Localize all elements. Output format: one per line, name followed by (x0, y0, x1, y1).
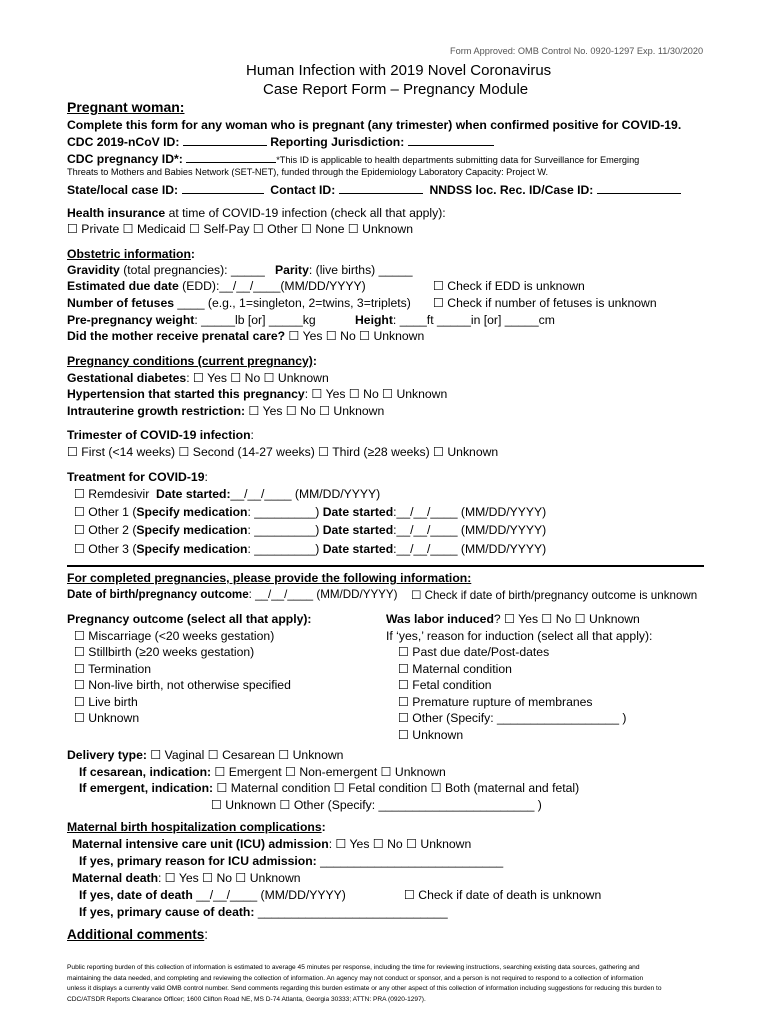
form-subtitle: Case Report Form – Pregnancy Module (263, 81, 529, 98)
completed-heading: For completed pregnancies, please provide the following information: (67, 571, 472, 585)
induction-prom[interactable]: ☐ Premature rupture of membranes (398, 695, 593, 709)
trimester-heading: Trimester of COVID-19 infection: (67, 428, 254, 442)
insurance-question: Health insurance at time of COVID-19 infection (check all that apply): (67, 206, 446, 220)
parity-row[interactable]: Parity: (live births) _____ (275, 263, 413, 277)
emergent-indication-row[interactable]: If emergent, indication: ☐ Maternal condition ☐ Fetal condition ☐ Both (maternal and fetal) (79, 781, 580, 795)
case-id-row: State/local case ID: Contact ID: NNDSS loc. Rec. ID/Case ID: (67, 182, 681, 197)
delivery-type-row[interactable]: Delivery type: ☐ Vaginal ☐ Cesarean ☐ Unknown (67, 748, 344, 762)
fetuses-unknown-checkbox[interactable]: ☐ Check if number of fetuses is unknown (433, 296, 657, 310)
outcome-non-live-birth[interactable]: ☐ Non-live birth, not otherwise specified (74, 678, 291, 692)
dob-unknown-checkbox[interactable]: ☐ Check if date of birth/pregnancy outcome is unknown (411, 589, 698, 602)
section-heading-pregnant-woman: Pregnant woman: (67, 99, 185, 115)
induction-past-due[interactable]: ☐ Past due date/Post-dates (398, 645, 550, 659)
conditions-heading: Pregnancy conditions (current pregnancy): (67, 354, 317, 368)
other-medication-3-row[interactable]: ☐ Other 3 (Specify medication: _________) Date started:__/__/____ (MM/DD/YYYY) (74, 542, 547, 556)
prenatal-care-row[interactable]: Did the mother receive prenatal care? ☐ Yes ☐ No ☐ Unknown (67, 329, 425, 343)
cdc-id-row: CDC 2019-nCoV ID: Reporting Jurisdiction: (67, 134, 494, 149)
instruction-text: Complete this form for any woman who is pregnant (any trimester) when confirmed positive for COVID-19. (67, 118, 682, 132)
remdesivir-row[interactable]: ☐ Remdesivir Date started:__/__/____ (MM/DD/YYYY) (74, 487, 381, 501)
induction-maternal[interactable]: ☐ Maternal condition (398, 662, 512, 676)
burden-statement: Public reporting burden of this collection of information is estimated to average 45 minutes per response, including the time for reviewing instructions, searching existing data sources, gathering and maintaining the data needed, and completing and reviewing the collection of information. An agency may not conduct or sponsor, and a person is not required to respond to a collection of information unless it displays a currently valid OMB control number. Send comments regarding this burden estimate or any other aspect of this collection of information including suggestions for reducing this burden to CDC/ATSDR Reports Clearance Officer; 1600 Clifton Road NE, MS D-74 Atlanta, Georgia 30333; ATTN: PRA (0920-1297). (67, 964, 662, 1003)
outcome-stillbirth[interactable]: ☐ Stillbirth (≥20 weeks gestation) (74, 645, 255, 659)
treatment-heading: Treatment for COVID-19: (67, 470, 208, 484)
weight-row[interactable]: Pre-pregnancy weight: _____lb [or] _____kg (67, 313, 316, 327)
emergent-indication-row-2[interactable]: ☐ Unknown ☐ Other (Specify: _______________________ ) (211, 798, 542, 812)
form-title: Human Infection with 2019 Novel Coronavirus (246, 62, 552, 79)
pregnancy-id-field[interactable] (186, 151, 276, 163)
other-medication-1-row[interactable]: ☐ Other 1 (Specify medication: _________) Date started:__/__/____ (MM/DD/YYYY) (74, 505, 547, 519)
pregnancy-id-row: CDC pregnancy ID*: *This ID is applicable to health departments submitting data for Surveillance for Emerging (67, 152, 640, 166)
other-medication-2-row[interactable]: ☐ Other 2 (Specify medication: _________) Date started:__/__/____ (MM/DD/YYYY) (74, 523, 547, 537)
icu-admission-row[interactable]: Maternal intensive care unit (ICU) admission: ☐ Yes ☐ No ☐ Unknown (72, 837, 472, 851)
nndss-id-field[interactable] (597, 182, 681, 194)
cdc-id-field[interactable] (183, 134, 267, 146)
height-row[interactable]: Height: ____ft _____in [or] _____cm (355, 313, 555, 327)
induction-reason-label: If ‘yes,’ reason for induction (select all that apply): (386, 629, 653, 643)
outcome-heading: Pregnancy outcome (select all that apply): (67, 612, 312, 626)
outcome-termination[interactable]: ☐ Termination (74, 662, 152, 676)
gravidity-row[interactable]: Gravidity (total pregnancies): _____ (67, 263, 265, 277)
omb-notice: Form Approved: OMB Control No. 0920-1297 Exp. 11/30/2020 (450, 46, 704, 56)
trimester-options[interactable]: ☐ First (<14 weeks) ☐ Second (14-27 weeks) ☐ Third (≥28 weeks) ☐ Unknown (67, 445, 499, 459)
hypertension-row[interactable]: Hypertension that started this pregnancy: ☐ Yes ☐ No ☐ Unknown (67, 387, 448, 401)
iugr-row[interactable]: Intrauterine growth restriction: ☐ Yes ☐ No ☐ Unknown (67, 404, 385, 418)
reporting-jurisdiction-field[interactable] (408, 134, 494, 146)
induction-other[interactable]: ☐ Other (Specify: __________________ ) (398, 711, 627, 725)
insurance-options[interactable]: ☐ Private ☐ Medicaid ☐ Self-Pay ☐ Other ☐ None ☐ Unknown (67, 222, 413, 236)
state-case-id-field[interactable] (182, 182, 264, 194)
death-cause-row[interactable]: If yes, primary cause of death: ____________________________ (79, 905, 448, 919)
hospitalization-heading: Maternal birth hospitalization complications: (67, 820, 326, 834)
comments-heading: Additional comments: (67, 927, 209, 942)
gestational-diabetes-row[interactable]: Gestational diabetes: ☐ Yes ☐ No ☐ Unknown (67, 371, 329, 385)
obstetric-heading: Obstetric information: (67, 247, 195, 261)
contact-id-field[interactable] (339, 182, 423, 194)
outcome-live-birth[interactable]: ☐ Live birth (74, 695, 138, 709)
fetuses-row[interactable]: Number of fetuses ____ (e.g., 1=singleton, 2=twins, 3=triplets) (67, 296, 411, 310)
set-net-note: Threats to Mothers and Babies Network (SET-NET), funded through the Epidemiology Laboratory Capacity: Project W. (67, 167, 549, 177)
cesarean-indication-row[interactable]: If cesarean, indication: ☐ Emergent ☐ Non-emergent ☐ Unknown (79, 765, 446, 779)
edd-row[interactable]: Estimated due date (EDD):__/__/____(MM/DD/YYYY) (67, 279, 366, 293)
dob-row[interactable]: Date of birth/pregnancy outcome: __/__/____ (MM/DD/YYYY) (67, 588, 398, 601)
icu-reason-row[interactable]: If yes, primary reason for ICU admission: ___________________________ (79, 854, 504, 868)
maternal-death-row[interactable]: Maternal death: ☐ Yes ☐ No ☐ Unknown (72, 871, 301, 885)
edd-unknown-checkbox[interactable]: ☐ Check if EDD is unknown (433, 279, 585, 293)
labor-induced-row[interactable]: Was labor induced? ☐ Yes ☐ No ☐ Unknown (386, 612, 640, 626)
section-divider (67, 565, 704, 567)
outcome-miscarriage[interactable]: ☐ Miscarriage (<20 weeks gestation) (74, 629, 275, 643)
death-date-row[interactable]: If yes, date of death __/__/____ (MM/DD/YYYY) (79, 888, 346, 902)
induction-unknown[interactable]: ☐ Unknown (398, 728, 464, 742)
death-date-unknown-checkbox[interactable]: ☐ Check if date of death is unknown (404, 888, 602, 902)
outcome-unknown[interactable]: ☐ Unknown (74, 711, 140, 725)
induction-fetal[interactable]: ☐ Fetal condition (398, 678, 492, 692)
